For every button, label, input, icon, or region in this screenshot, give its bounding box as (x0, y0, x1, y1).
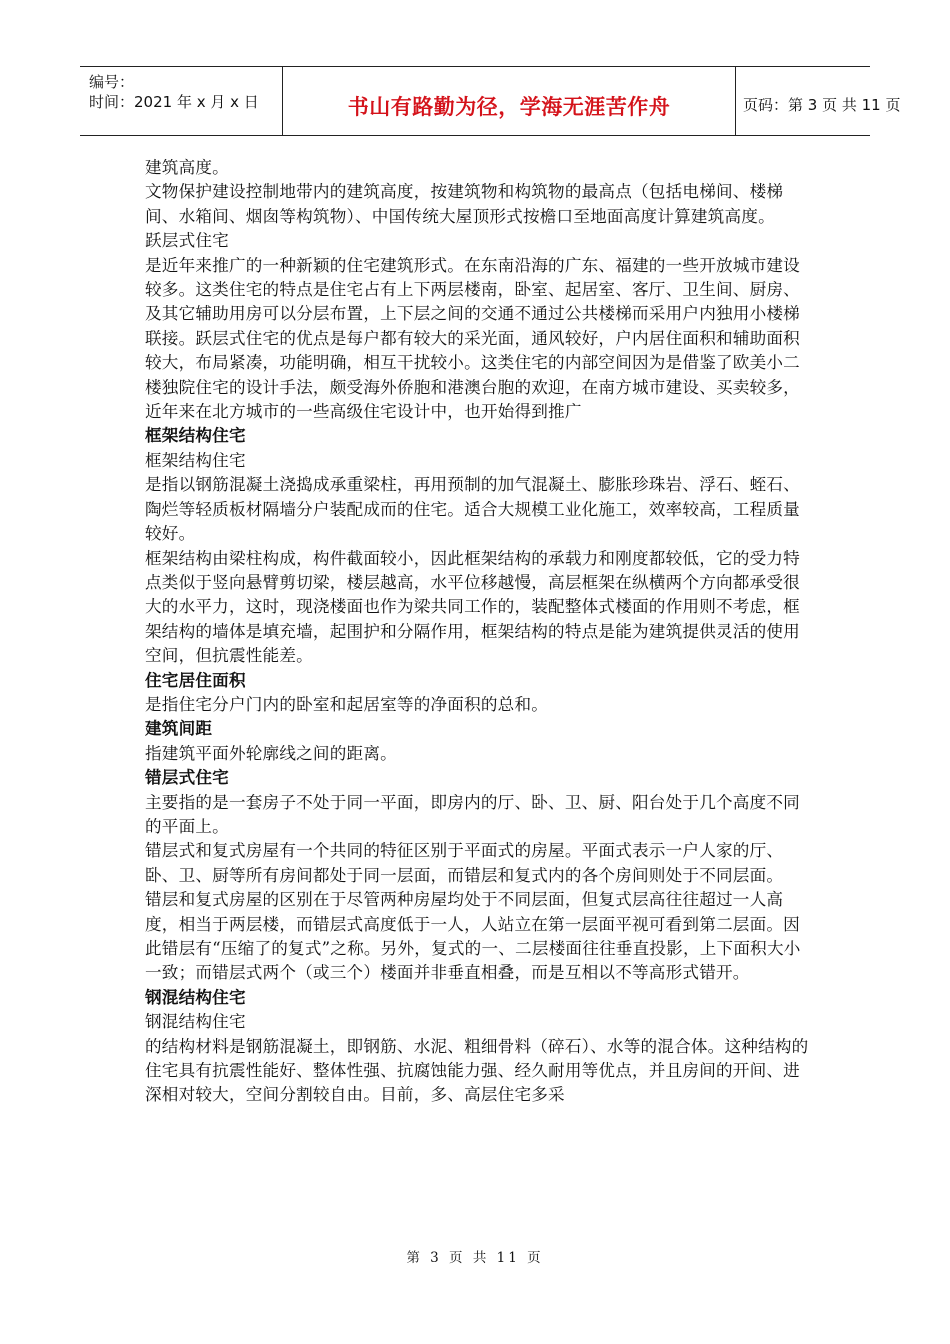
header-left-cell (80, 67, 283, 135)
document-date: 时间：2021 年 x 月 x 日 (89, 93, 259, 111)
paragraph: 建筑高度。 (145, 158, 229, 177)
section-heading: 框架结构住宅 (145, 426, 246, 446)
header-page-info: 页码：第 3 页 共 11 页 (743, 96, 901, 114)
document-number-label: 编号： (89, 73, 135, 91)
paragraph: 框架结构住宅 (145, 450, 246, 470)
header-motto: 书山有路勤为径，学海无涯苦作舟 (347, 95, 671, 119)
paragraph: 错层式和复式房屋有一个共同的特征区别于平面式的房屋。平面式表示一户人家的厅、卧、卫、厨等所有房间都处于同一层面，而错层和复式内的各个房间则处于不同层面。 (145, 841, 784, 885)
paragraph: 框架结构由梁柱构成，构件截面较小，因此框架结构的承载力和刚度都较低，它的受力特点类似于竖向悬臂剪切梁，楼层越高，水平位移越慢，高层框架在纵横两个方向都承受很大的水平力，这时，现浇楼面也作为梁共同工作的，装配整体式楼面的作用则不考虑，框架结构的墙体是填充墙，起围护和分隔作用，框架结构的特点是能为建筑提供灵活的使用空间，但抗震性能差。 (145, 548, 800, 666)
paragraph: 指建筑平面外轮廓线之间的距离。 (145, 743, 397, 763)
paragraph: 是指以钢筋混凝土浇捣成承重梁柱，再用预制的加气混凝土、膨胀珍珠岩、浮石、蛭石、陶烂等轻质板材隔墙分户装配成而的住宅。适合大规模工业化施工，效率较高，工程质量较好。 (145, 475, 800, 544)
paragraph: 是近年来推广的一种新颖的住宅建筑形式。在东南沿海的广东、福建的一些开放城市建设较多。这类住宅的特点是住宅占有上下两层楼南，卧室、起居室、客厅、卫生间、厨房、及其它辅助用房可以分层布置，上下层之间的交通不通过公共楼梯而采用户内独用小楼梯联接。跃层式住宅的优点是每户都有较大的采光面，通风较好，户内居住面积和辅助面积较大，布局紧凑，功能明确，相互干扰较小。这类住宅的内部空间因为是借鉴了欧美小二楼独院住宅的设计手法，颇受海外侨胞和港澳台胞的欢迎，在南方城市建设、买卖较多，近年来在北方城市的一些高级住宅设计中，也开始得到推广 (145, 255, 800, 422)
section-heading: 钢混结构住宅 (145, 987, 246, 1007)
section-heading: 建筑间距 (145, 719, 213, 739)
paragraph: 钢混结构住宅 (145, 1012, 246, 1032)
section-heading: 住宅居住面积 (145, 670, 246, 690)
paragraph: 错层和复式房屋的区别在于尽管两种房屋均处于不同层面，但复式层高往往超过一人高度，相当于两层楼，而错层式高度低于一人，人站立在第一层面平视可看到第二层面。因此错层有“压缩了的复式”之称。另外，复式的一、二层楼面往往垂直投影，上下面积大小一致；而错层式两个（或三个）楼面并非垂直相叠，而是互相以不等高形式错开。 (145, 890, 801, 983)
paragraph: 是指住宅分户门内的卧室和起居室等的净面积的总和。 (145, 694, 549, 714)
paragraph: 文物保护建设控制地带内的建筑高度，按建筑物和构筑物的最高点（包括电梯间、楼梯间、水箱间、烟囱等构筑物）、中国传统大屋顶形式按檐口至地面高度计算建筑高度。 (145, 182, 784, 226)
header-middle-cell (283, 67, 736, 135)
paragraph: 的结构材料是钢筋混凝土，即钢筋、水泥、粗细骨料（碎石）、水等的混合体。这种结构的住宅具有抗震性能好、整体性强、抗腐蚀能力强、经久耐用等优点，并且房间的开间、进深相对较大，空间分割较自由。目前，多、高层住宅多采 (145, 1036, 809, 1105)
header-right-cell (736, 67, 901, 135)
paragraph: 主要指的是一套房子不处于同一平面，即房内的厅、卧、卫、厨、阳台处于几个高度不同的平面上。 (145, 792, 800, 836)
section-heading: 错层式住宅 (145, 768, 229, 788)
page-header (80, 66, 901, 136)
document-body (145, 156, 810, 1108)
page-footer: 第 3 页 共 11 页 (406, 1250, 544, 1266)
paragraph: 跃层式住宅 (145, 231, 229, 251)
